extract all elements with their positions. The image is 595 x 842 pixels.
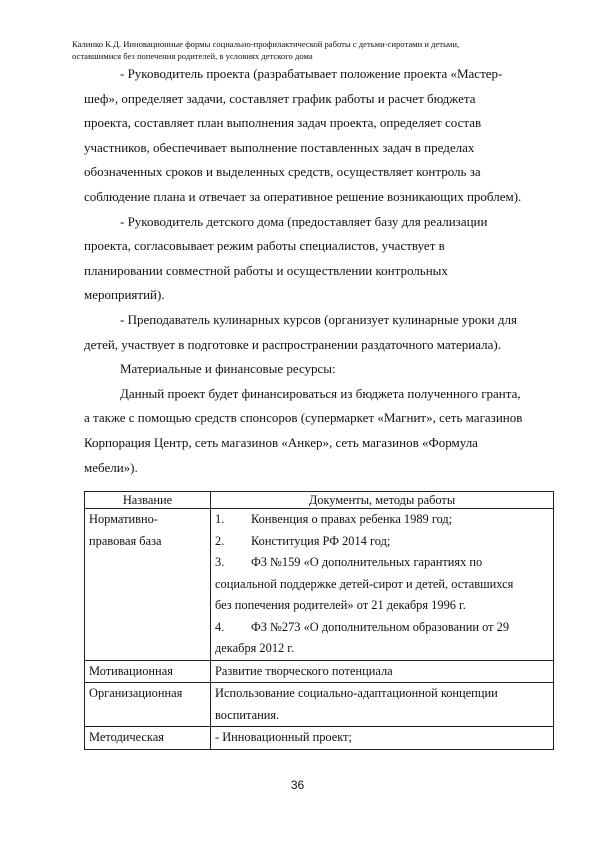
table-cell-name: Мотивационная [85,660,211,683]
paragraph-resources-heading [84,357,554,382]
list-text-continuation: декабря 2012 г. [215,641,295,655]
cell-text: Использование социально-адаптационной концепции [215,686,498,700]
text-line: Данный проект будет финансироваться из бюджета полученного гранта, [120,385,521,401]
list-item [215,617,549,660]
text-line: планировании совместной работы и осуществлении контрольных [84,262,448,278]
table-row [85,509,554,661]
table-cell-name [85,509,211,661]
text-line: детей, участвует в подготовке и распространении раздаточного материала). [84,336,501,352]
list-text: ФЗ №159 «О дополнительных гарантиях по [251,555,483,569]
table-row [85,727,554,750]
table-cell-name: Методическая [85,727,211,750]
text-line: мероприятий). [84,287,165,303]
table-row [85,660,554,683]
column-header-docs: Документы, методы работы [211,492,554,509]
list-text: ФЗ №273 «О дополнительном образовании от 29 [251,619,510,634]
text-line: участников, обеспечивает выполнение поставленных задач в пределах [84,139,475,155]
text-line: проекта, согласовывает режим работы специалистов, участвует в [84,238,445,254]
paragraph-orphanage-head [84,210,554,308]
text-line: мебели»). [84,459,138,475]
paragraph-cooking-teacher [84,308,554,357]
list-text-continuation: без попечения родителей» от 21 декабря 1996 г. [215,598,466,612]
cell-text: воспитания. [215,707,280,722]
running-header [72,38,542,62]
text-line: - Руководитель проекта (разрабатывает положение проекта «Мастер- [120,66,503,81]
text-line: - Преподаватель кулинарных курсов (организует кулинарные уроки для [120,311,517,327]
category-line: правовая база [89,533,162,548]
cell-text: Развитие творческого потенциала [215,663,393,678]
page-number: 36 [290,778,305,792]
header-line-2: оставшимися без попечения родителей, в условиях детского дома [72,51,313,61]
text-line: проекта, составляет план выполнения задач проекта, определяет состав [84,115,482,131]
table-row [85,683,554,727]
list-number: 4. [215,619,225,634]
list-item [215,509,549,531]
cell-text: - Инновационный проект; [215,730,352,744]
list-number: 2. [215,533,225,548]
text-line: а также с помощью средств спонсоров (супермаркет «Магнит», сеть магазинов [84,410,523,426]
text-line: шеф», определяет задачи, составляет график работы и расчет бюджета [84,90,476,106]
documents-table [84,491,554,750]
table-cell-name: Организационная [85,683,211,727]
list-number: 1. [215,512,225,526]
list-item [215,531,549,553]
paragraph-project-manager [84,62,554,210]
category-line: Нормативно- [89,512,158,526]
text-line: Материальные и финансовые ресурсы: [120,361,336,377]
table-cell-docs [211,727,554,750]
text-line: соблюдение плана и отвечает за оперативное решение возникающих проблем). [84,188,522,204]
table-cell-docs [211,660,554,683]
main-text [84,62,554,480]
list-text: Конвенция о правах ребенка 1989 год; [251,512,453,526]
table-header-row [85,492,554,509]
text-line: обозначенных сроков и выделенных средств, осуществляет контроль за [84,164,481,180]
table-cell-docs [211,509,554,661]
paragraph-financing [84,382,554,480]
list-text-continuation: социальной поддержке детей-сирот и детей, оставшихся [215,576,514,591]
header-line-1: Калинко К.Д. Инновационные формы социально-профилактической работы с детьми-сиротами и детьми, [72,39,460,49]
list-number: 3. [215,555,225,569]
table-cell-docs [211,683,554,727]
list-text: Конституция РФ 2014 год; [251,533,391,548]
text-line: Корпорация Центр, сеть магазинов «Анкер», сеть магазинов «Формула [84,434,478,450]
text-line: - Руководитель детского дома (предоставляет базу для реализации [120,213,488,229]
column-header-name: Название [85,492,211,509]
list-item [215,552,549,617]
